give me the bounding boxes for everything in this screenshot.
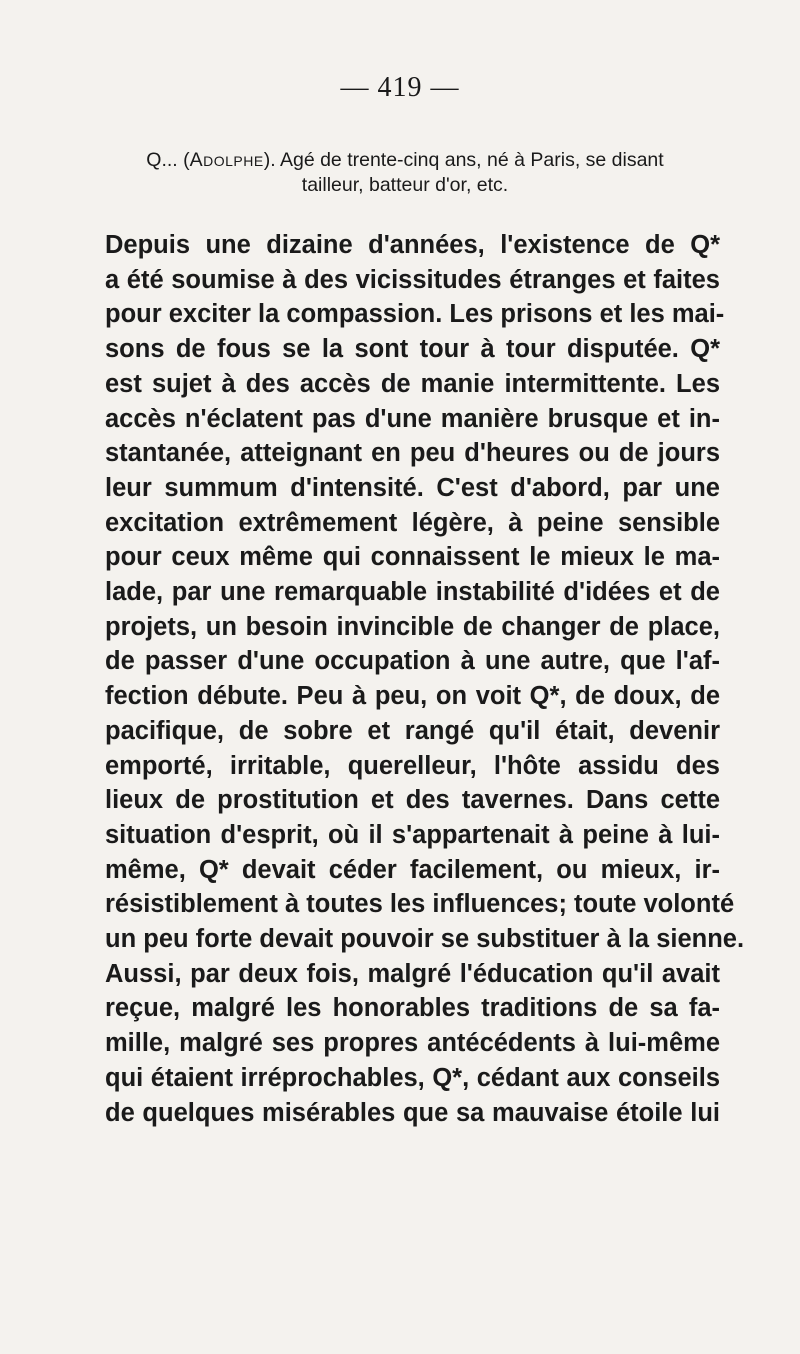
text-line: mille, malgré ses propres antécédents à lui-même xyxy=(105,1029,720,1058)
text-line: lieux de prostitution et des tavernes. Dans cette xyxy=(105,786,720,815)
text-line: a été soumise à des vicissitudes étranges et faites xyxy=(105,265,720,294)
text-line: pacifique, de sobre et rangé qu'il était, devenir xyxy=(105,716,720,745)
patient-name: Adolphe xyxy=(189,149,264,171)
text-line: situation d'esprit, où il s'appartenait à peine à lui- xyxy=(105,820,720,849)
text-line: de quelques misérables que sa mauvaise étoile lui xyxy=(105,1098,720,1127)
heading-occupation: tailleur, batteur d'or, etc. xyxy=(301,174,509,196)
case-heading xyxy=(105,148,705,198)
page-number: — 419 — xyxy=(340,72,460,103)
text-line: sons de fous se la sont tour à tour disputée. Q* xyxy=(105,335,720,364)
text-line: pour ceux même qui connaissent le mieux le ma- xyxy=(105,543,720,572)
text-line: leur summum d'intensité. C'est d'abord, par une xyxy=(105,473,720,502)
text-line: excitation extrêmement légère, à peine sensible xyxy=(105,508,720,537)
text-line: reçue, malgré les honorables traditions de sa fa- xyxy=(105,994,720,1023)
body-paragraph xyxy=(105,228,745,1130)
text-line: qui étaient irréprochables, Q*, cédant aux conseils xyxy=(105,1063,720,1092)
heading-description: ). Agé de trente-cinq ans, né à Paris, se disant xyxy=(263,149,664,171)
text-line: lade, par une remarquable instabilité d'idées et de xyxy=(105,578,720,607)
text-line: projets, un besoin invincible de changer de place, xyxy=(105,612,720,641)
text-line: un peu forte devait pouvoir se substituer à la sienne. xyxy=(105,925,745,954)
text-line: emporté, irritable, querelleur, l'hôte assidu des xyxy=(105,751,720,780)
text-line: pour exciter la compassion. Les prisons et les mai- xyxy=(105,300,725,329)
text-line: Aussi, par deux fois, malgré l'éducation qu'il avait xyxy=(105,959,720,988)
text-line: fection débute. Peu à peu, on voit Q*, de doux, de xyxy=(105,682,720,711)
text-line: stantanée, atteignant en peu d'heures ou de jours xyxy=(105,439,720,468)
heading-prefix: Q... ( xyxy=(146,149,190,171)
text-line: même, Q* devait céder facilement, ou mieux, ir- xyxy=(105,855,720,884)
text-line: résistiblement à toutes les influences; toute volonté xyxy=(105,890,735,919)
text-line: Depuis une dizaine d'années, l'existence de Q* xyxy=(105,231,720,259)
text-line: est sujet à des accès de manie intermittente. Les xyxy=(105,369,720,398)
text-line: de passer d'une occupation à une autre, que l'af- xyxy=(105,647,720,676)
text-line: accès n'éclatent pas d'une manière brusque et in- xyxy=(105,404,720,433)
